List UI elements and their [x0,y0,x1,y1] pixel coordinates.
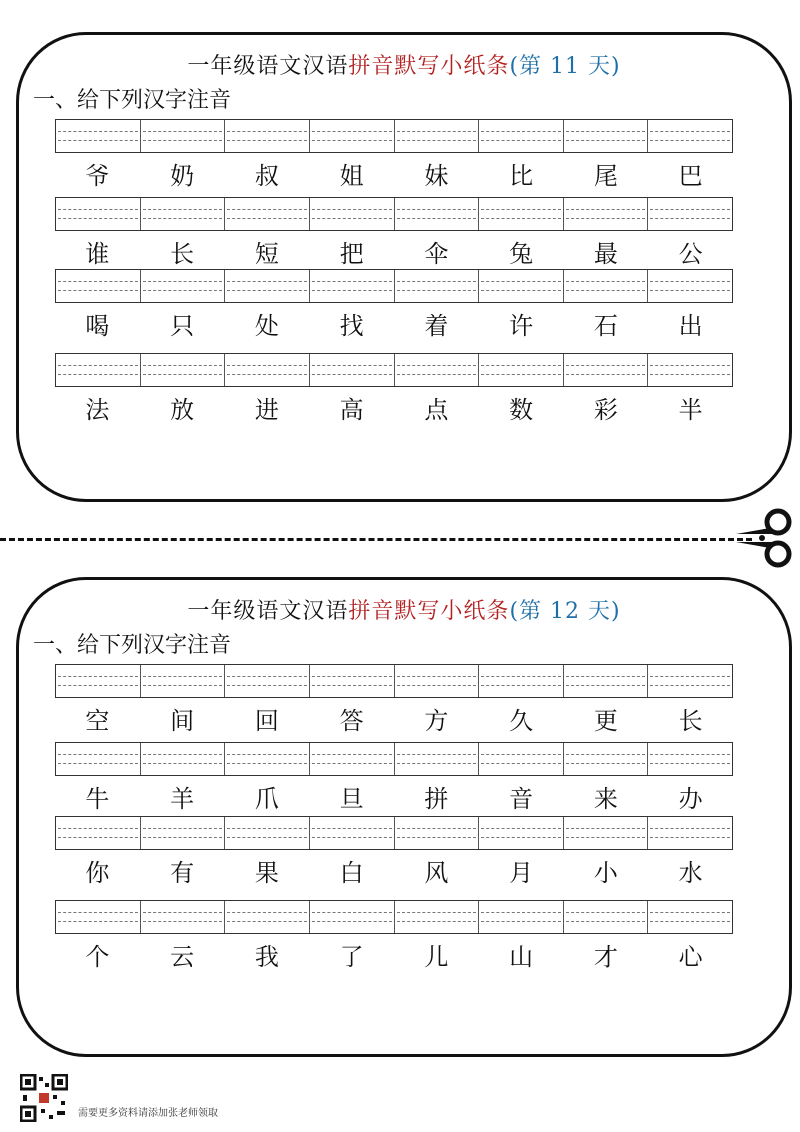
instruction: 一、给下列汉字注音 [33,88,232,113]
hanzi: 月 [509,858,534,887]
hanzi: 短 [254,239,279,268]
hanzi: 只 [170,311,195,340]
hanzi: 谁 [85,239,110,268]
hanzi: 公 [678,239,703,268]
pinyin-row [55,900,733,974]
hanzi: 久 [509,706,534,735]
hanzi: 爪 [254,784,279,813]
hanzi: 高 [339,395,364,424]
hanzi: 空 [85,706,110,735]
hanzi: 数 [509,395,534,424]
hanzi: 回 [254,706,279,735]
hanzi: 山 [509,942,534,971]
instruction: 一、给下列汉字注音 [33,633,232,658]
pinyin-row [55,269,733,343]
pinyin-grid[interactable] [55,269,733,303]
hanzi: 牛 [85,784,110,813]
hanzi: 办 [678,784,703,813]
hanzi: 找 [339,311,364,340]
worksheet-card-day-12 [16,577,792,1057]
pinyin-row [55,664,733,738]
cut-line [0,538,752,541]
hanzi: 风 [424,858,449,887]
hanzi: 果 [254,858,279,887]
hanzi: 你 [85,858,110,887]
hanzi: 心 [678,942,703,971]
hanzi: 有 [170,858,195,887]
hanzi: 了 [339,942,364,971]
hanzi: 巴 [678,161,703,190]
hanzi: 伞 [424,239,449,268]
title-prefix: 一年级语文汉语 [187,54,349,79]
hanzi: 尾 [593,161,618,190]
pinyin-row [55,197,733,271]
pinyin-row [55,119,733,193]
hanzi: 爷 [85,161,110,190]
pinyin-grid[interactable] [55,816,733,850]
hanzi: 出 [678,311,703,340]
hanzi: 白 [339,858,364,887]
hanzi: 音 [509,784,534,813]
hanzi: 才 [593,942,618,971]
character-row [55,850,733,890]
title-highlight: 拼音默写小纸条 [348,54,510,79]
character-row [55,153,733,193]
hanzi: 点 [424,395,449,424]
hanzi: 儿 [424,942,449,971]
hanzi: 羊 [170,784,195,813]
footer [20,1074,620,1124]
pinyin-grid[interactable] [55,900,733,934]
hanzi: 水 [678,858,703,887]
hanzi: 法 [85,395,110,424]
hanzi: 间 [170,706,195,735]
title-day: (第 11 天) [509,54,621,79]
hanzi: 方 [424,706,449,735]
footer-text: 需要更多资料请添加张老师领取 [78,1108,218,1119]
hanzi: 姐 [339,161,364,190]
hanzi: 奶 [170,161,195,190]
hanzi: 答 [339,706,364,735]
hanzi: 更 [593,706,618,735]
pinyin-grid[interactable] [55,353,733,387]
scissors-icon [734,508,798,568]
pinyin-grid[interactable] [55,197,733,231]
hanzi: 长 [170,239,195,268]
hanzi: 进 [254,395,279,424]
hanzi: 兔 [509,239,534,268]
hanzi: 放 [170,395,195,424]
hanzi: 拼 [424,784,449,813]
hanzi: 长 [678,706,703,735]
hanzi: 妹 [424,161,449,190]
hanzi: 小 [593,858,618,887]
hanzi: 喝 [85,311,110,340]
worksheet-title [19,594,789,625]
worksheet-title [19,49,789,80]
hanzi: 石 [593,311,618,340]
hanzi: 把 [339,239,364,268]
hanzi: 处 [254,311,279,340]
pinyin-grid[interactable] [55,119,733,153]
character-row [55,934,733,974]
pinyin-grid[interactable] [55,664,733,698]
worksheet-card-day-11 [16,32,792,502]
hanzi: 我 [254,942,279,971]
title-prefix: 一年级语文汉语 [187,599,349,624]
hanzi: 最 [593,239,618,268]
pinyin-row [55,816,733,890]
hanzi: 许 [509,311,534,340]
hanzi: 半 [678,395,703,424]
hanzi: 来 [593,784,618,813]
character-row [55,698,733,738]
hanzi: 着 [424,311,449,340]
pinyin-grid[interactable] [55,742,733,776]
title-highlight: 拼音默写小纸条 [348,599,510,624]
hanzi: 彩 [593,395,618,424]
hanzi: 旦 [339,784,364,813]
character-row [55,776,733,816]
pinyin-row [55,742,733,816]
qr-code-icon[interactable] [20,1074,68,1122]
hanzi: 比 [509,161,534,190]
hanzi: 个 [85,942,110,971]
title-day: (第 12 天) [509,599,621,624]
character-row [55,303,733,343]
hanzi: 云 [170,942,195,971]
character-row [55,387,733,427]
hanzi: 叔 [254,161,279,190]
pinyin-row [55,353,733,427]
character-row [55,231,733,271]
